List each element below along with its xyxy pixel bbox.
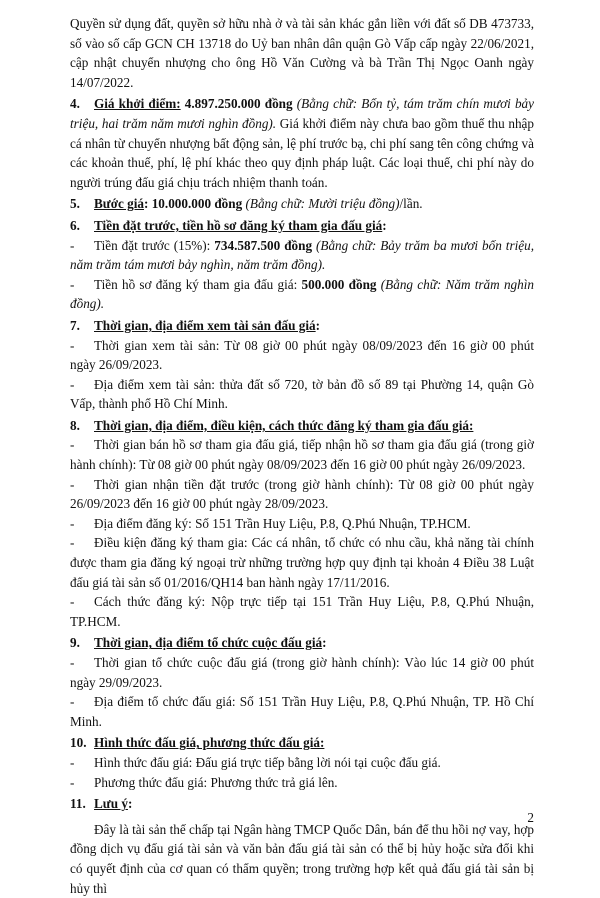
auction-form-item (70, 753, 534, 773)
dash-bullet: - (70, 437, 75, 453)
section-9-colon: : (322, 635, 327, 651)
note-paragraph: Đây là tài sản thế chấp tại Ngân hàng TMCP Quốc Dân, bán để thu hồi nợ vay, hợp đồng dịch vụ đấu giá tài sản và văn bản đấu giá tài sản có thể bị hủy hoặc sửa đổi khi có quyết định của cơ quan có thẩm quyền; trong trường hợp kết quả đấu giá tài sản bị hủy thì (70, 821, 534, 896)
section-4 (70, 94, 534, 192)
bid-step-value: : 10.000.000 đồng (144, 196, 243, 212)
dash-bullet: - (70, 337, 75, 353)
section-7 (70, 316, 534, 336)
section-11 (70, 794, 534, 814)
dossier-fee-label: Tiền hồ sơ đăng ký tham gia đấu giá: (94, 276, 302, 292)
dash-bullet: - (70, 515, 75, 531)
section-5-label: Bước giá (94, 196, 145, 212)
auction-method-item (70, 773, 534, 793)
registration-method-text: Cách thức đăng ký: Nộp trực tiếp tại 151 Trần Huy Liệu, P.8, Q.Phú Nhuận, TP.HCM. (70, 594, 534, 629)
section-6-colon: : (382, 217, 387, 233)
deposit-words: (Bằng chữ: Bảy trăm ba mươi bốn triệu, năm trăm tám mươi bảy nghìn, năm trăm đồng). (70, 237, 534, 273)
section-6 (70, 216, 534, 236)
section-10 (70, 733, 534, 753)
auction-time-text: Thời gian tổ chức cuộc đấu giá (trong giờ hành chính): Vào lúc 14 giờ 00 phút ngày 29/09/2023. (70, 655, 534, 690)
viewing-time-item (70, 336, 534, 375)
dossier-time-item (70, 435, 534, 474)
intro-paragraph: Quyền sử dụng đất, quyền sở hữu nhà ở và tài sản khác gắn liền với đất số DB 473733, số vào số cấp GCN CH 13718 do Uỷ ban nhân dân quận Gò Vấp cấp ngày 22/06/2021, cập nhật chuyển nhượng cho ông Hồ Văn Cường và bà Trần Thị Ngọc Oanh ngày 14/07/2022. (70, 16, 534, 90)
section-number: 7. (70, 317, 80, 333)
dossier-time-text: Thời gian bán hồ sơ tham gia đấu giá, tiếp nhận hồ sơ tham gia đấu giá (trong giờ hành chính): Từ 08 giờ 00 phút ngày 08/09/2023 đến 16 giờ 00 phút ngày 26/09/2023. (70, 437, 534, 473)
section-7-colon: : (315, 317, 321, 333)
section-6-label: Tiền đặt trước, tiền hồ sơ đăng ký tham gia đấu giá (94, 217, 383, 233)
starting-price-value: 4.897.250.000 đồng (180, 96, 293, 112)
section-7-label: Thời gian, địa điểm xem tài sản đấu giá (94, 317, 316, 333)
auction-location-item (70, 692, 534, 731)
deposit-label: Tiền đặt trước (15%): (94, 237, 215, 253)
section-number: 9. (70, 635, 80, 651)
section-9-label: Thời gian, địa điểm tổ chức cuộc đấu giá (94, 635, 323, 651)
dash-bullet: - (70, 535, 75, 551)
section-number: 5. (70, 196, 80, 212)
registration-conditions-item (70, 533, 534, 592)
viewing-location-text: Địa điểm xem tài sản: thửa đất số 720, tờ bản đồ số 89 tại Phường 14, quận Gò Vấp, thành phố Hồ Chí Minh. (70, 376, 534, 412)
dossier-fee-words: (Bằng chữ: Năm trăm nghìn đồng). (70, 276, 534, 312)
registration-conditions-text: Điều kiện đăng ký tham gia: Các cá nhân, tổ chức có nhu cầu, khả năng tài chính được tham gia đăng ký ngoại trừ những trường hợp quy định tại khoản 4 Điều 38 Luật đấu giá tài sản số 01/2016/QH14 ban hành ngày 17/11/2016. (70, 535, 534, 590)
registration-location-item (70, 514, 534, 534)
dossier-fee-item (70, 275, 534, 314)
deposit-time-item (70, 475, 534, 514)
auction-method-text: Phương thức đấu giá: Phương thức trả giá lên. (94, 774, 338, 790)
dash-bullet: - (70, 655, 75, 670)
starting-price-note: Giá khởi điểm này chưa bao gồm thuế thu nhập cá nhân từ chuyển nhượng bất động sản, lệ phí trước bạ, chi phí sang tên công chứng và các khoản thuế, phí, lệ phí khác theo quy định pháp luật. Các loại thuế, chi phí này do người trúng đấu giá chịu trách nhiệm thanh toán. (70, 115, 535, 190)
section-4-label: Giá khởi điểm: (94, 96, 181, 112)
auction-time-item (70, 653, 534, 692)
section-9 (70, 633, 534, 653)
starting-price-words: (Bằng chữ: Bốn tỷ, tám trăm chín mươi bảy triệu, hai trăm năm mươi nghìn đồng). (70, 96, 534, 131)
dash-bullet: - (70, 237, 75, 253)
section-10-label: Hình thức đấu giá, phương thức đấu giá: (94, 735, 325, 751)
dash-bullet: - (70, 476, 75, 492)
dash-bullet: - (70, 276, 75, 292)
section-11-colon: : (127, 796, 133, 812)
auction-form-text: Hình thức đấu giá: Đấu giá trực tiếp bằng lời nói tại cuộc đấu giá. (94, 754, 441, 770)
section-number: 8. (70, 417, 80, 433)
dossier-fee-value: 500.000 đồng (301, 276, 377, 292)
dash-bullet: - (70, 754, 75, 770)
deposit-value: 734.587.500 đồng (214, 237, 313, 253)
section-number: 11. (70, 796, 86, 812)
section-8 (70, 416, 534, 436)
section-number: 10. (70, 735, 87, 751)
section-8-label: Thời gian, địa điểm, điều kiện, cách thức đăng ký tham gia đấu giá: (94, 417, 474, 433)
page-number: 2 (527, 810, 534, 825)
deposit-item (70, 236, 534, 275)
dash-bullet: - (70, 376, 75, 392)
dash-bullet: - (70, 594, 75, 610)
bid-step-words: (Bằng chữ: Mười triệu đồng) (242, 196, 400, 212)
deposit-time-text: Thời gian nhận tiền đặt trước (trong giờ hành chính): Từ 08 giờ 00 phút ngày 26/09/2023 đến 16 giờ 00 phút ngày 28/09/2023. (70, 476, 534, 512)
section-5 (70, 194, 534, 214)
section-number: 4. (70, 96, 80, 112)
registration-location-text: Địa điểm đăng ký: Số 151 Trần Huy Liệu, P.8, Q.Phú Nhuận, TP.HCM. (94, 515, 471, 531)
section-11-label: Lưu ý (94, 796, 128, 812)
dash-bullet: - (70, 694, 75, 710)
viewing-time-text: Thời gian xem tài sản: Từ 08 giờ 00 phút ngày 08/09/2023 đến 16 giờ 00 phút ngày 26/09/2023. (70, 337, 534, 373)
auction-location-text: Địa điểm tổ chức đấu giá: Số 151 Trần Huy Liệu, P.8, Q.Phú Nhuận, TP. Hồ Chí Minh. (70, 694, 534, 729)
viewing-location-item (70, 375, 534, 414)
section-number: 6. (70, 217, 80, 233)
dash-bullet: - (70, 774, 75, 790)
registration-method-item (70, 592, 534, 631)
bid-step-tail: /lần. (399, 196, 423, 212)
